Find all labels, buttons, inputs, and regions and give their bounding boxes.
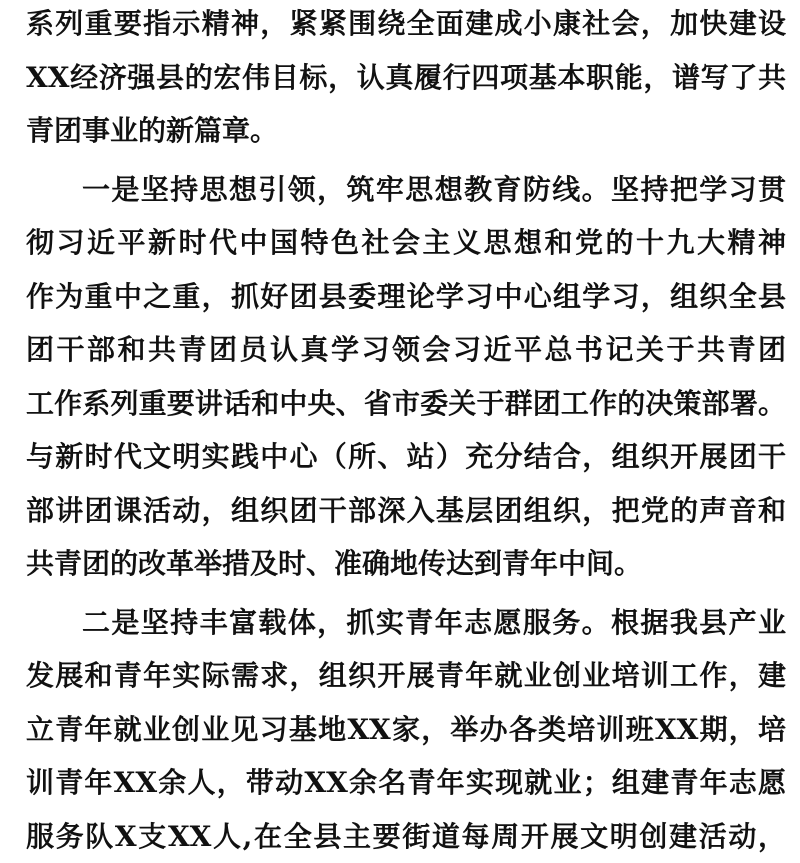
paragraph-line: 共青团的改革举措及时、准确地传达到青年中间。 xyxy=(26,537,786,591)
paragraph-line: 作为重中之重，抓好团县委理论学习中心组学习，组织全县 xyxy=(26,270,786,324)
paragraph-line: 一是坚持思想引领，筑牢思想教育防线。坚持把学习贯 xyxy=(26,163,786,217)
paragraph-line: 发展和青年实际需求，组织开展青年就业创业培训工作，建 xyxy=(26,649,786,703)
paragraph-2 xyxy=(26,163,786,591)
paragraph-3 xyxy=(26,596,786,863)
document-body xyxy=(26,0,786,863)
paragraph-line: 训青年XX余人，带动XX余名青年实现就业；组建青年志愿 xyxy=(26,756,786,810)
paragraph-line: 系列重要指示精神，紧紧围绕全面建成小康社会，加快建设 xyxy=(26,0,786,51)
paragraph-line: 与新时代文明实践中心（所、站）充分结合，组织开展团干 xyxy=(26,430,786,484)
paragraph-line: 团干部和共青团员认真学习领会习近平总书记关于共青团 xyxy=(26,323,786,377)
paragraph-line: XX经济强县的宏伟目标，认真履行四项基本职能，谱写了共 xyxy=(26,51,786,105)
paragraph-line: 部讲团课活动，组织团干部深入基层团组织，把党的声音和 xyxy=(26,484,786,538)
paragraph-line: 青团事业的新篇章。 xyxy=(26,104,786,158)
paragraph-1 xyxy=(26,0,786,158)
paragraph-line: 二是坚持丰富载体，抓实青年志愿服务。根据我县产业 xyxy=(26,596,786,650)
paragraph-line: 立青年就业创业见习基地XX家，举办各类培训班XX期，培 xyxy=(26,703,786,757)
paragraph-line: 工作系列重要讲话和中央、省市委关于群团工作的决策部署。 xyxy=(26,377,786,431)
paragraph-line: 彻习近平新时代中国特色社会主义思想和党的十九大精神 xyxy=(26,216,786,270)
paragraph-line: 服务队X支XX人,在全县主要街道每周开展文明创建活动， xyxy=(26,810,786,863)
